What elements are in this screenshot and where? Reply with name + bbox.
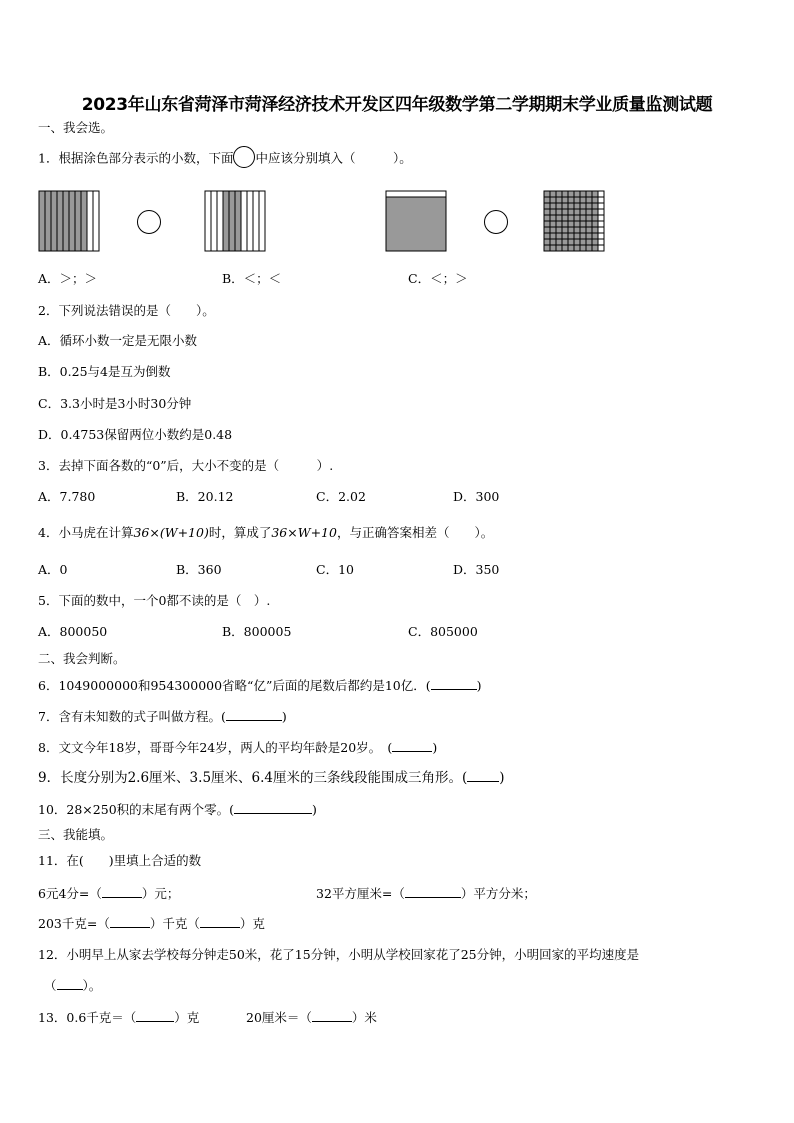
empty-square (598, 227, 604, 233)
question-11-item-2-text: 32平方厘米=（ (316, 886, 405, 901)
shaded-square (562, 239, 568, 245)
answer-blank[interactable] (136, 1009, 174, 1022)
question-2-option-b[interactable]: B．0.25与4是互为倒数 (38, 364, 171, 379)
shaded-square (568, 197, 574, 203)
question-13-item-1-text: 13．0.6千克＝（ (38, 1010, 137, 1025)
shaded-square (568, 227, 574, 233)
empty-strip (93, 191, 99, 251)
shaded-square (544, 197, 550, 203)
shaded-square (574, 245, 580, 251)
question-6 (38, 677, 482, 694)
shaded-square (556, 191, 562, 197)
shaded-square (574, 221, 580, 227)
empty-strip (253, 191, 259, 251)
answer-blank[interactable] (110, 915, 150, 928)
question-4-stem (38, 525, 493, 541)
shaded-square (568, 209, 574, 215)
question-8-close: ) (432, 740, 438, 755)
question-13-item-1-unit: ）克 (174, 1010, 200, 1025)
answer-blank[interactable] (57, 977, 83, 990)
shaded-square (544, 191, 550, 197)
shaded-square (592, 203, 598, 209)
question-8 (38, 739, 437, 756)
question-5-option-b[interactable]: B．800005 (222, 624, 292, 639)
shaded-square (556, 209, 562, 215)
shaded-square (586, 215, 592, 221)
question-7-text: 7．含有未知数的式子叫做方程。( (38, 709, 226, 724)
shaded-square (574, 203, 580, 209)
shaded-square (574, 209, 580, 215)
shaded-square (586, 197, 592, 203)
empty-square (598, 209, 604, 215)
shaded-square (586, 227, 592, 233)
shaded-square (550, 227, 556, 233)
answer-blank[interactable] (431, 677, 477, 690)
shaded-square (574, 233, 580, 239)
shaded-strip (45, 191, 51, 251)
question-11-item-3-mid: ）千克（ (149, 916, 200, 931)
shaded-square (550, 197, 556, 203)
answer-blank[interactable] (392, 739, 432, 752)
shaded-square (592, 191, 598, 197)
empty-strip (247, 191, 253, 251)
question-3-option-d[interactable]: D．300 (453, 489, 500, 504)
question-12-close: ）。 (82, 978, 102, 993)
shaded-square (550, 245, 556, 251)
question-5-option-a[interactable]: A．800050 (38, 624, 108, 639)
shaded-square (556, 233, 562, 239)
question-13-item-2-text: 20厘米＝（ (246, 1010, 312, 1025)
empty-strip (205, 191, 211, 251)
shaded-strip (51, 191, 57, 251)
shaded-square (550, 191, 556, 197)
answer-blank[interactable] (467, 769, 499, 782)
question-2-option-a[interactable]: A．循环小数一定是无限小数 (38, 333, 198, 348)
comparison-circle-icon (484, 210, 508, 234)
question-1-option-c[interactable]: C．＜；＞ (408, 271, 468, 286)
empty-square (598, 221, 604, 227)
comparison-circle-icon (233, 146, 255, 168)
shaded-square (568, 233, 574, 239)
question-12-open: （ (44, 978, 57, 993)
shaded-square (574, 239, 580, 245)
shaded-square (592, 215, 598, 221)
shaded-square (568, 203, 574, 209)
shaded-square (544, 209, 550, 215)
answer-blank[interactable] (200, 915, 240, 928)
shaded-square (544, 203, 550, 209)
answer-blank[interactable] (405, 885, 461, 898)
answer-blank[interactable] (102, 885, 142, 898)
question-12-line-1: 12．小明早上从家去学校每分钟走50米，花了15分钟，小明从学校回家花了25分钟，小明回家的平均速度是 (38, 947, 640, 962)
question-3-option-a[interactable]: A．7.780 (38, 489, 96, 504)
shaded-area (386, 197, 446, 251)
shaded-square (562, 227, 568, 233)
shaded-square (544, 233, 550, 239)
shaded-square (562, 203, 568, 209)
shaded-strip (75, 191, 81, 251)
shaded-square (556, 197, 562, 203)
question-11-item-1-text: 6元4分=（ (38, 886, 102, 901)
shaded-square (580, 197, 586, 203)
shaded-square (580, 227, 586, 233)
shaded-square (580, 221, 586, 227)
empty-strip (217, 191, 223, 251)
shaded-square (574, 191, 580, 197)
shaded-square (562, 197, 568, 203)
question-3-option-b[interactable]: B．20.12 (176, 489, 234, 504)
shaded-square (556, 221, 562, 227)
figure-hundred-grid (543, 190, 605, 252)
shaded-square (592, 233, 598, 239)
shaded-square (586, 203, 592, 209)
question-10-close: ) (312, 802, 317, 817)
empty-square (598, 191, 604, 197)
question-4-option-c[interactable]: C．10 (316, 562, 354, 577)
question-3-option-c[interactable]: C．2.02 (316, 489, 366, 504)
shaded-square (544, 221, 550, 227)
shaded-strip (235, 191, 241, 251)
question-13-item-2-unit: ）米 (351, 1010, 377, 1025)
question-6-text: 6．1049000000和954300000省略“亿”后面的尾数后都约是10亿．( (38, 678, 431, 693)
shaded-strip (63, 191, 69, 251)
shaded-square (580, 191, 586, 197)
question-2-option-c[interactable]: C．3.3小时是3小时30分钟 (38, 396, 192, 411)
shaded-square (562, 215, 568, 221)
shaded-square (568, 239, 574, 245)
section-heading-3: 三、我能填。 (38, 827, 114, 842)
section-heading-1: 一、我会选。 (38, 120, 114, 135)
shaded-square (586, 221, 592, 227)
question-1-stem-pre: 1．根据涂色部分表示的小数，下面 (38, 150, 234, 166)
shaded-square (568, 245, 574, 251)
shaded-square (592, 239, 598, 245)
shaded-square (562, 209, 568, 215)
question-11-item-3-unit: ）克 (239, 916, 265, 931)
shaded-square (550, 239, 556, 245)
empty-square (598, 239, 604, 245)
question-1-stem-post: 中应该分别填入（ ）。 (255, 150, 412, 166)
question-4-expression-correct: 36×(W+10) (133, 525, 209, 540)
shaded-square (568, 221, 574, 227)
shaded-square (586, 239, 592, 245)
question-8-text: 8．文文今年18岁，哥哥今年24岁，两人的平均年龄是20岁。 ( (38, 740, 393, 755)
empty-square (598, 233, 604, 239)
shaded-strip (229, 191, 235, 251)
shaded-square (568, 215, 574, 221)
shaded-square (580, 239, 586, 245)
question-11-item-3 (38, 915, 265, 932)
question-9-text: 9．长度分别为2.6厘米、3.5厘米、6.4厘米的三条线段能围成三角形。( (38, 770, 468, 786)
shaded-square (580, 215, 586, 221)
shaded-square (544, 215, 550, 221)
shaded-strip (223, 191, 229, 251)
shaded-square (586, 233, 592, 239)
question-4-expression-wrong: 36×W+10 (271, 525, 337, 540)
shaded-square (550, 209, 556, 215)
question-6-close: ) (476, 678, 482, 693)
question-11-item-3-text: 203千克=（ (38, 916, 110, 931)
question-11-item-1-unit: ）元； (141, 886, 180, 901)
question-9-close: ) (499, 770, 505, 786)
question-3-stem: 3．去掉下面各数的“0”后，大小不变的是（ ）. (38, 458, 334, 473)
question-13-item-1 (38, 1009, 199, 1026)
empty-square (598, 197, 604, 203)
shaded-square (592, 245, 598, 251)
shaded-square (580, 203, 586, 209)
question-1-stem (38, 150, 412, 168)
shaded-square (556, 245, 562, 251)
shaded-square (562, 221, 568, 227)
shaded-square (580, 245, 586, 251)
question-11-stem: 11．在( )里填上合适的数 (38, 853, 202, 868)
answer-blank[interactable] (234, 801, 312, 814)
question-7-close: ) (281, 709, 287, 724)
question-10-text: 10．28×250积的末尾有两个零。( (38, 802, 235, 817)
shaded-strip (39, 191, 45, 251)
shaded-square (544, 245, 550, 251)
shaded-square (562, 191, 568, 197)
shaded-square (550, 233, 556, 239)
answer-blank[interactable] (226, 708, 282, 721)
shaded-square (544, 227, 550, 233)
shaded-square (544, 239, 550, 245)
figure-decimal-square (385, 190, 447, 252)
shaded-square (562, 245, 568, 251)
shaded-square (586, 191, 592, 197)
shaded-square (556, 227, 562, 233)
empty-strip (211, 191, 217, 251)
question-4-option-d[interactable]: D．350 (453, 562, 500, 577)
shaded-square (550, 203, 556, 209)
question-5-option-c[interactable]: C．805000 (408, 624, 478, 639)
question-13-item-2 (246, 1009, 377, 1026)
shaded-square (586, 245, 592, 251)
question-2-stem: 2．下列说法错误的是（ ）。 (38, 303, 215, 318)
section-heading-2: 二、我会判断。 (38, 651, 126, 666)
shaded-square (562, 233, 568, 239)
question-1-option-b[interactable]: B．＜；＜ (222, 271, 282, 286)
question-10 (38, 801, 317, 818)
shaded-square (556, 203, 562, 209)
shaded-square (574, 215, 580, 221)
empty-strip (241, 191, 247, 251)
shaded-square (574, 227, 580, 233)
shaded-square (556, 239, 562, 245)
shaded-square (592, 227, 598, 233)
shaded-square (586, 209, 592, 215)
shaded-strip (69, 191, 75, 251)
empty-strip (87, 191, 93, 251)
question-11-item-1 (38, 885, 179, 902)
question-4-option-b[interactable]: B．360 (176, 562, 222, 577)
answer-blank[interactable] (312, 1009, 352, 1022)
shaded-square (550, 221, 556, 227)
question-4-stem-post: ，与正确答案相差（ ）。 (336, 525, 494, 540)
question-11-item-2-unit: ）平方分米； (460, 886, 536, 901)
shaded-square (592, 197, 598, 203)
shaded-square (568, 191, 574, 197)
shaded-square (592, 209, 598, 215)
figure-decimal-strips-2 (204, 190, 266, 252)
figure-decimal-strips-1 (38, 190, 100, 252)
question-9 (38, 769, 505, 786)
shaded-square (592, 221, 598, 227)
page-title: 2023年山东省菏泽市菏泽经济技术开发区四年级数学第二学期期末学业质量监测试题 (81, 95, 713, 115)
question-4-stem-pre: 4．小马虎在计算 (38, 525, 134, 540)
empty-strip (259, 191, 265, 251)
shaded-square (580, 233, 586, 239)
question-7 (38, 708, 287, 725)
shaded-strip (57, 191, 63, 251)
question-4-stem-mid: 时，算成了 (208, 525, 272, 540)
question-5-stem: 5．下面的数中，一个0都不读的是（ ）. (38, 593, 271, 608)
shaded-square (580, 209, 586, 215)
shaded-square (550, 215, 556, 221)
empty-square (598, 215, 604, 221)
question-1-option-a[interactable]: A．＞；＞ (38, 271, 98, 286)
question-2-option-d[interactable]: D．0.4753保留两位小数约是0.48 (38, 427, 233, 442)
question-12-line-2 (44, 977, 101, 994)
comparison-circle-icon (137, 210, 161, 234)
empty-square (598, 203, 604, 209)
empty-square (598, 245, 604, 251)
question-4-option-a[interactable]: A．0 (38, 562, 68, 577)
shaded-square (556, 215, 562, 221)
shaded-strip (81, 191, 87, 251)
question-11-item-2 (316, 885, 536, 902)
shaded-square (574, 197, 580, 203)
